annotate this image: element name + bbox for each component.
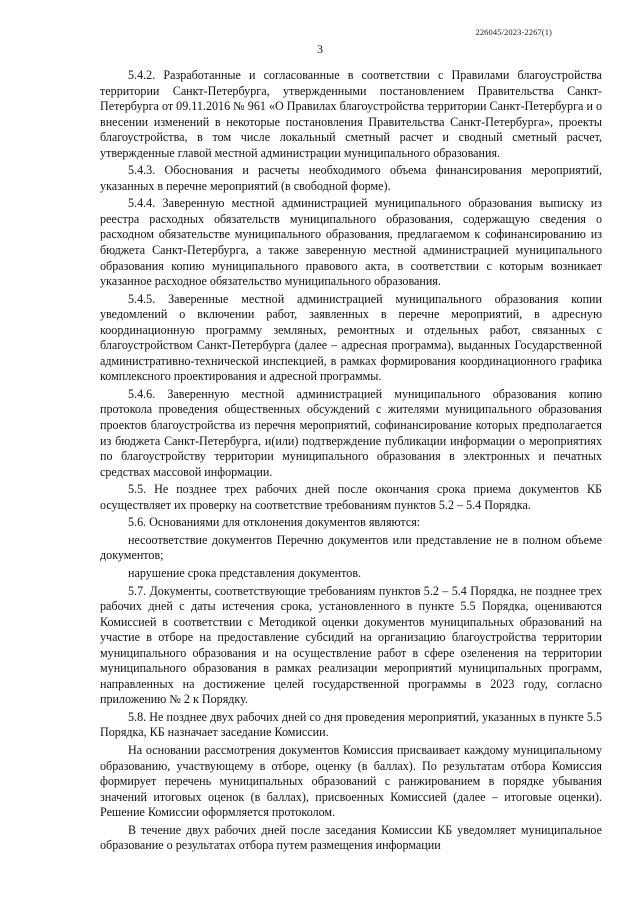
paragraph-5-7: 5.7. Документы, соответствующие требованиям пунктов 5.2 – 5.4 Порядка, не позднее трех рабочих дней с даты истечения срока, установленного в пункте 5.5 Порядка, оцениваются Комиссией в соответствии с Методикой оценки документов муниципальных образований на участие в отборе на предоставление субсидий на организацию благоустройства территории муниципального образования и на осуществление работ в сфере озеленения на территории муниципального образования в рамках реализации мероприятий муниципальных программ, направленных на достижение целей государственной программы в 2023 году, согласно приложению № 2 к Порядку. (100, 583, 602, 707)
document-number: 226045/2023-2267(1) (475, 27, 552, 37)
paragraph-5-4-2: 5.4.2. Разработанные и согласованные в соответствии с Правилами благоустройства территории Санкт-Петербурга, утвержденными постановлением Правительства Санкт-Петербурга от 09.11.2016 № 961 «О Правилах благоустройства территории Санкт-Петербурга и о внесении изменений в некоторые постановления Правительства Санкт-Петербурга», проекты благоустройства, в том числе локальный сметный расчет и сводный сметный расчет, утвержденные главой местной администрации муниципального образования. (100, 68, 602, 160)
document-body (100, 68, 602, 854)
paragraph-5-8: 5.8. Не позднее двух рабочих дней со дня проведения мероприятий, указанных в пункте 5.5 Порядка, КБ назначает заседание Комиссии. (100, 709, 602, 740)
paragraph-commission-evaluation: На основании рассмотрения документов Комиссия присваивает каждому муниципальному образованию, участвующему в отборе, оценку (в баллах). По результатам отбора Комиссия формирует перечень муниципальных образований с ранжированием в порядке убывания значений итоговых оценок (в баллах), присвоенных Комиссией (далее – итоговые оценки). Решение Комиссии оформляется протоколом. (100, 742, 602, 820)
page-number: 3 (317, 42, 323, 56)
paragraph-5-5: 5.5. Не позднее трех рабочих дней после окончания срока приема документов КБ осуществляет их проверку на соответствие требованиям пунктов 5.2 – 5.4 Порядка. (100, 482, 602, 512)
paragraph-notification: В течение двух рабочих дней после заседания Комиссии КБ уведомляет муниципальное образование о результатах отбора путем размещения информации (100, 822, 602, 853)
paragraph-5-4-5: 5.4.5. Заверенные местной администрацией муниципального образования копии уведомлений о включении работ, заявленных в перечне мероприятий, в адресную координационную программу земляных, ремонтных и отдельных работ, связанных с благоустройством Санкт-Петербурга (далее – адресная программа), выданных Государственной административно-технической инспекцией, в рамках формирования координационного графика комплексного проектирования и адресной программы. (100, 291, 602, 384)
paragraph-5-4-6: 5.4.6. Заверенную местной администрацией муниципального образования копию протокола проведения общественных обсуждений с жителями муниципального образования проектов благоустройства из перечня мероприятий, софинансирование которых предполагается из бюджета Санкт-Петербурга, и(или) подтверждение публикации информации о мероприятиях по благоустройству территории муниципального образования в электронных и печатных средствах массовой информации. (100, 386, 602, 479)
rejection-reason-2: нарушение срока представления документов. (128, 565, 362, 580)
paragraph-5-4-4: 5.4.4. Заверенную местной администрацией муниципального образования выписку из реестра расходных обязательств муниципального образования, содержащую сведения о расходном обязательстве муниципального образования, предлагаемом к софинансированию из бюджета Санкт-Петербурга, а также заверенную местной администрацией муниципального образования копию муниципального правового акта, в соответствии с которым возникает указанное расходное обязательство муниципального образования. (100, 196, 602, 289)
paragraph-5-4-3: 5.4.3. Обоснования и расчеты необходимого объема финансирования мероприятий, указанных в перечне мероприятий (в свободной форме). (100, 163, 602, 193)
rejection-reason-1: несоответствие документов Перечню документов или представление не в полном объеме документов; (100, 532, 602, 563)
paragraph-5-6: 5.6. Основаниями для отклонения документов являются: (128, 515, 421, 530)
